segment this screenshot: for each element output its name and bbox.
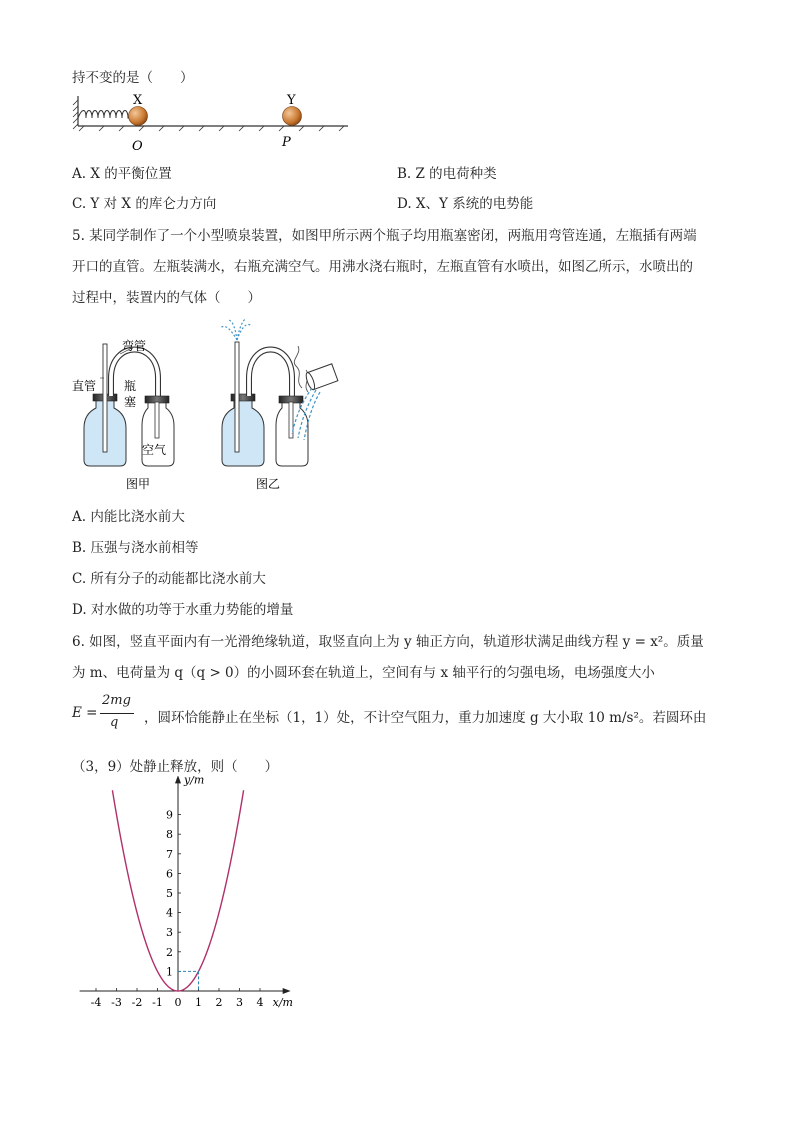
y-tick-label: 8: [166, 828, 173, 842]
q5-option-a: A. 内能比浇水前大: [72, 509, 185, 525]
q4-spring-figure: [70, 88, 360, 154]
boiling-water-cup: [304, 364, 337, 391]
x-axis-arrow: [283, 988, 291, 994]
formula-numerator: 2mg: [102, 693, 131, 708]
label-o: O: [132, 139, 143, 154]
q5-option-b: B. 压强与浇水前相等: [72, 540, 199, 556]
fraction-bar: [100, 713, 134, 714]
x-tick-label: 1: [195, 996, 202, 1009]
label-bent-tube: 弯管: [122, 339, 147, 353]
y-tick-label: 5: [166, 887, 173, 900]
q5-stem-line3: 过程中，装置内的气体（ ）: [72, 290, 261, 306]
q4-stem-tail: 持不变的是（ ）: [72, 70, 194, 86]
q5-fountain-figure: [70, 318, 350, 496]
x-tick-label: 3: [236, 996, 243, 1009]
ball-x: [129, 107, 148, 126]
formula-lhs: E =: [72, 705, 98, 721]
left-bottle-yi: [222, 398, 264, 466]
formula-denominator: q: [110, 715, 119, 730]
x-tick-label: -4: [90, 996, 102, 1009]
caption-jia: 图甲: [126, 477, 151, 491]
label-x: X: [133, 93, 143, 108]
q6-stem-line2: 为 m、电荷量为 q（q > 0）的小圆环套在轨道上，空间有与 x 轴平行的匀强电场，电场强度大小: [72, 665, 655, 681]
q5-stem-line2: 开口的直管。左瓶装满水，右瓶充满空气。用沸水浇右瓶时，左瓶直管有水喷出，如图乙所示，水喷出的: [72, 259, 693, 275]
x-tick-label: -3: [111, 996, 122, 1009]
label-stopper: 塞: [124, 395, 137, 409]
x-tick-label: -2: [131, 996, 143, 1009]
x-tick-label: 4: [256, 996, 264, 1009]
caption-yi: 图乙: [256, 477, 281, 491]
x-tick-label: -1: [152, 996, 163, 1009]
q5-option-c: C. 所有分子的动能都比浇水前大: [72, 571, 266, 587]
label-bottle: 瓶: [124, 379, 137, 393]
q4-option-b: B. Z 的电荷种类: [397, 166, 497, 182]
x-axis-label: x/m: [272, 996, 293, 1009]
water-spray: [220, 318, 252, 340]
q5-option-d: D. 对水做的功等于水重力势能的增量: [72, 602, 294, 618]
y-tick-label: 4: [166, 906, 173, 920]
label-y: Y: [287, 93, 296, 108]
label-straight-tube: 直管: [72, 379, 97, 393]
x-tick-label: 2: [215, 996, 223, 1009]
y-axis-arrow: [175, 776, 181, 783]
q6-stem-line4: （3，9）处静止释放，则（ ）: [72, 759, 279, 775]
straight-tube-jia: [103, 344, 107, 452]
y-axis-label: y/m: [184, 776, 205, 787]
label-p: P: [282, 135, 291, 150]
y-tick-label: 6: [166, 867, 173, 881]
parabola-chart: [70, 776, 320, 1010]
q5-stem-line1: 5. 某同学制作了一个小型喷泉装置，如图甲所示两个瓶子均用瓶塞密闭，两瓶用弯管连通，左瓶插有两端: [72, 228, 697, 244]
y-tick-label: 7: [166, 847, 173, 861]
ball-y: [283, 107, 302, 126]
x-tick-label: 0: [174, 996, 182, 1009]
y-tick-label: 2: [166, 945, 173, 959]
q6-stem-line1: 6. 如图，竖直平面内有一光滑绝缘轨道，取竖直向上为 y 轴正方向，轨道形状满足曲线方程 y = x²。质量: [72, 634, 704, 650]
field-formula: [72, 693, 138, 737]
y-tick-label: 9: [166, 808, 173, 822]
y-tick-label: 1: [166, 965, 173, 979]
q4-option-c: C. Y 对 X 的库仑力方向: [72, 196, 217, 212]
spring: [78, 111, 130, 119]
y-tick-label: 3: [166, 926, 173, 940]
q4-option-a: A. X 的平衡位置: [72, 166, 172, 182]
label-air: 空气: [142, 443, 167, 457]
q6-stem-line3: ，圆环恰能静止在坐标（1，1）处，不计空气阻力，重力加速度 g 大小取 10 m/s²。若圆环由: [144, 710, 707, 726]
q4-option-d: D. X、Y 系统的电势能: [397, 196, 534, 212]
